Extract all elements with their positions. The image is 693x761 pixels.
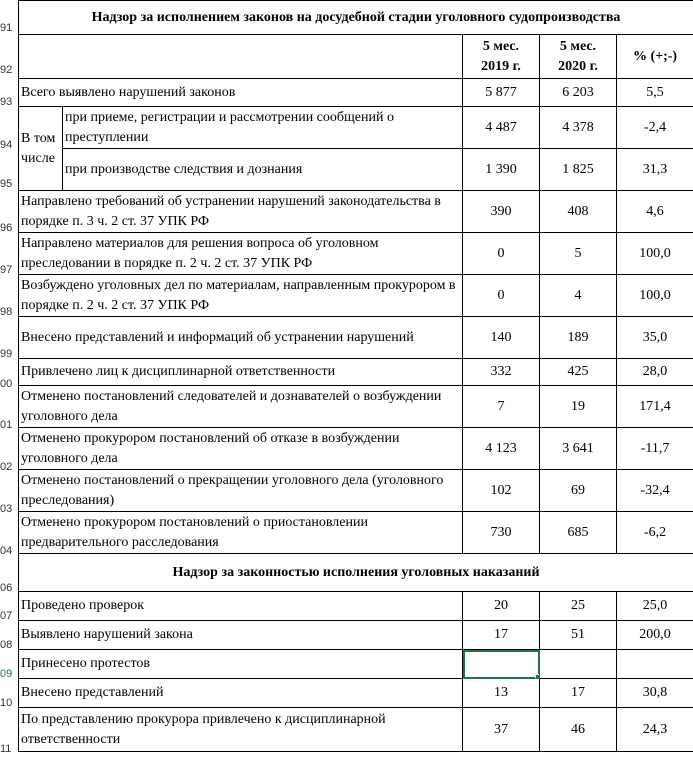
value-2020[interactable] <box>540 650 617 679</box>
row-number[interactable]: 96 <box>0 222 13 234</box>
selected-cell[interactable] <box>463 650 540 679</box>
row-label[interactable]: при приеме, регистрации и рассмотрении сообщений о преступлении <box>63 107 463 149</box>
row-label[interactable]: Принесено протестов <box>19 650 463 679</box>
value-percent[interactable]: 35,0 <box>617 317 693 359</box>
section-title[interactable]: Надзор за исполнением законов на досудебной стадии уголовного судопроизводства <box>19 1 693 35</box>
row-number[interactable]: 93 <box>0 96 13 108</box>
row-header-column <box>0 0 18 761</box>
value-2019[interactable]: 5 877 <box>463 79 540 107</box>
row-number[interactable]: 10 <box>0 697 13 709</box>
row-label[interactable]: Направлено материалов для решения вопроса об уголовном преследовании в порядке п. 2 ч. 2 ст. 37 УПК РФ <box>19 233 463 275</box>
value-2019[interactable]: 13 <box>463 679 540 708</box>
value-percent[interactable]: 24,3 <box>617 708 693 752</box>
value-2020[interactable]: 19 <box>540 386 617 428</box>
value-2020[interactable]: 69 <box>540 470 617 512</box>
row-number[interactable]: 94 <box>0 139 13 151</box>
in-that-label[interactable]: В том числе <box>19 107 63 191</box>
value-2019[interactable]: 730 <box>463 512 540 554</box>
row-label[interactable]: Направлено требований об устранении нарушений законодательства в порядке п. 3 ч. 2 ст. 37 УПК РФ <box>19 191 463 233</box>
value-2019[interactable]: 17 <box>463 621 540 650</box>
value-percent[interactable]: -6,2 <box>617 512 693 554</box>
value-2019[interactable]: 7 <box>463 386 540 428</box>
row-label[interactable]: Внесено представлений и информаций об устранении нарушений <box>19 317 463 359</box>
header-line: 2020 г. <box>558 58 598 74</box>
value-2019[interactable]: 1 390 <box>463 149 540 191</box>
value-percent[interactable]: 100,0 <box>617 233 693 275</box>
value-2020[interactable]: 425 <box>540 359 617 386</box>
row-number-active[interactable]: 09 <box>0 668 13 680</box>
value-percent[interactable]: 200,0 <box>617 621 693 650</box>
value-2020[interactable]: 408 <box>540 191 617 233</box>
header-2020[interactable] <box>540 35 617 79</box>
value-2019[interactable]: 4 123 <box>463 428 540 470</box>
value-percent[interactable]: 28,0 <box>617 359 693 386</box>
value-percent[interactable]: 171,4 <box>617 386 693 428</box>
value-2020[interactable]: 3 641 <box>540 428 617 470</box>
header-percent[interactable]: % (+;-) <box>617 35 693 79</box>
value-2019[interactable]: 332 <box>463 359 540 386</box>
value-percent[interactable]: 4,6 <box>617 191 693 233</box>
row-number[interactable]: 00 <box>0 378 13 390</box>
row-number[interactable]: 95 <box>0 178 13 190</box>
value-2019[interactable]: 140 <box>463 317 540 359</box>
value-2019[interactable]: 0 <box>463 275 540 317</box>
header-blank-cell[interactable] <box>19 35 463 79</box>
value-percent[interactable]: 100,0 <box>617 275 693 317</box>
row-number[interactable]: 99 <box>0 348 13 360</box>
row-number[interactable]: 01 <box>0 419 13 431</box>
row-number[interactable]: 97 <box>0 264 13 276</box>
value-2020[interactable]: 5 <box>540 233 617 275</box>
header-line: 2019 г. <box>481 58 521 74</box>
row-number[interactable]: 98 <box>0 306 13 318</box>
row-number[interactable]: 03 <box>0 503 13 515</box>
row-number[interactable]: 07 <box>0 610 13 622</box>
row-label[interactable]: Внесено представлений <box>19 679 463 708</box>
row-number[interactable]: 11 <box>0 743 12 755</box>
value-2019[interactable]: 0 <box>463 233 540 275</box>
row-number[interactable]: 92 <box>0 64 13 76</box>
value-2020[interactable]: 6 203 <box>540 79 617 107</box>
value-2020[interactable]: 685 <box>540 512 617 554</box>
row-label[interactable]: Отменено прокурором постановлений о приостановлении предварительного расследования <box>19 512 463 554</box>
value-2019[interactable]: 37 <box>463 708 540 752</box>
value-percent[interactable]: -2,4 <box>617 107 693 149</box>
value-percent[interactable]: 5,5 <box>617 79 693 107</box>
row-label[interactable]: Всего выявлено нарушений законов <box>19 79 463 107</box>
row-label[interactable]: Выявлено нарушений закона <box>19 621 463 650</box>
header-line: 5 мес. <box>482 38 520 54</box>
row-label[interactable]: Привлечено лиц к дисциплинарной ответственности <box>19 359 463 386</box>
value-2020[interactable]: 4 378 <box>540 107 617 149</box>
row-number[interactable]: 06 <box>0 582 13 594</box>
value-2019[interactable]: 20 <box>463 592 540 621</box>
value-2020[interactable]: 1 825 <box>540 149 617 191</box>
row-label[interactable]: Проведено проверок <box>19 592 463 621</box>
row-label[interactable]: при производстве следствия и дознания <box>63 149 463 191</box>
value-2019[interactable]: 390 <box>463 191 540 233</box>
value-2020[interactable]: 46 <box>540 708 617 752</box>
value-2019[interactable]: 4 487 <box>463 107 540 149</box>
value-2020[interactable]: 51 <box>540 621 617 650</box>
value-percent[interactable]: 31,3 <box>617 149 693 191</box>
section-title[interactable]: Надзор за законностью исполнения уголовных наказаний <box>19 554 693 592</box>
value-percent[interactable]: -11,7 <box>617 428 693 470</box>
value-percent[interactable] <box>617 650 693 679</box>
value-percent[interactable]: 30,8 <box>617 679 693 708</box>
spreadsheet-grid <box>18 0 693 752</box>
row-number[interactable]: 02 <box>0 461 13 473</box>
row-label[interactable]: Возбуждено уголовных дел по материалам, направленным прокурором в порядке п. 2 ч. 2 ст. 37 УПК РФ <box>19 275 463 317</box>
value-2020[interactable]: 4 <box>540 275 617 317</box>
row-label[interactable]: Отменено постановлений следователей и дознавателей о возбуждении уголовного дела <box>19 386 463 428</box>
header-2019[interactable] <box>463 35 540 79</box>
row-label[interactable]: По представлению прокурора привлечено к дисциплинарной ответственности <box>19 708 463 752</box>
row-label[interactable]: Отменено прокурором постановлений об отказе в возбуждении уголовного дела <box>19 428 463 470</box>
row-number[interactable]: 08 <box>0 639 13 651</box>
value-percent[interactable]: 25,0 <box>617 592 693 621</box>
fill-handle[interactable] <box>535 674 540 679</box>
row-number[interactable]: 91 <box>0 22 13 34</box>
value-percent[interactable]: -32,4 <box>617 470 693 512</box>
value-2020[interactable]: 25 <box>540 592 617 621</box>
value-2020[interactable]: 17 <box>540 679 617 708</box>
value-2020[interactable]: 189 <box>540 317 617 359</box>
row-number[interactable]: 04 <box>0 545 13 557</box>
row-label[interactable]: Отменено постановлений о прекращении уголовного дела (уголовного преследования) <box>19 470 463 512</box>
header-line: 5 мес. <box>559 38 597 54</box>
value-2019[interactable]: 102 <box>463 470 540 512</box>
